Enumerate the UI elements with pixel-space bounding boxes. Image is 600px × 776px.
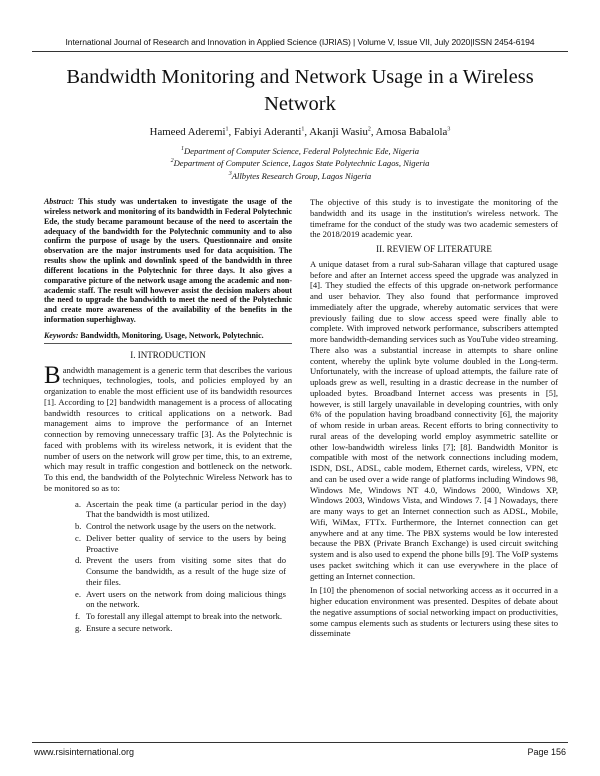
footer-rule <box>32 742 568 743</box>
abstract-text: This study was undertaken to investigate the usage of the wireless network and monitoring of its bandwidth in Federal Polytechnic Ede, the study became paramount because of the need to ascertain the adequacy of the bandwidth for the Polytechnic community and to also confirm the purpose of usage by the users. Questionnaire and onsite observation are the major instruments used for data acquisition. The results show the uplink and downlink speed of the bandwidth in three different locations in the Polytechnic for three days. It also gives a comparative picture of the network usage among the academic and non-academic staff. The result will however assist the decision makers about the need to upgrade the bandwidth to meet the need of the Polytechnic and create more awareness of the availability of the benefits in the information superhighway. <box>44 197 292 325</box>
author-sup: 2 <box>367 126 371 133</box>
keywords-text: Bandwidth, Monitoring, Usage, Network, Polytechnic. <box>78 330 264 340</box>
right-column <box>310 197 558 639</box>
affiliations <box>0 144 600 181</box>
author-name: Amosa Babalola <box>375 126 448 138</box>
header-rule <box>32 51 568 52</box>
keywords-label: Keywords: <box>44 330 79 340</box>
author-name: Akanji Wasiu <box>309 126 368 138</box>
list-item: c. Deliver better quality of service to the users by being Proactive <box>75 532 286 554</box>
author-name: Fabiyi Aderanti <box>233 126 302 138</box>
abstract <box>44 197 292 325</box>
author-sup: 1 <box>301 126 305 133</box>
list-item: a. Ascertain the peak time (a particular period in the day) That the bandwidth is most utilized. <box>75 498 286 520</box>
review-paragraph: A unique dataset from a rural sub-Saharan village that captured usage before and after an Internet access speed the upgrade was analyzed in [4]. They studied the effects of this upgrade on-network performance and user behavior. They also found that performance improved immediately after the upgrade, whereby automatic services that were previously failing due to slow access speed were finally able to complete. With improved network performance, subscribers attempted more bandwidth-demanding services such as YouTube video streaming. There also was a substantial increase in attempts to share online content, whereby the uplink byte volume doubled in the Long-term. Unfortunately, with the increase of upload attempts, the failure rate of uploads grew as well, resulting in a drastic decrease in the number of uploaded bytes. Broadband Internet access was presents in [5], however, is still largely unavailable in developing countries, with only 6% of the population having broadband connectivity [6], the majority of whom reside in urban areas. Recent efforts to bring connectivity to rural areas of the developing world employ asymmetric satellite or other low-bandwidth wireless links [7]; [8]. Bandwidth Monitor is compatible with most of the network connections including modem, ISDN, DSL, ADSL, cable modem, Ethernet cards, wireless, VPN, etc and can be used over a wide range of platforms including Windows 98, Windows Me, Windows NT 4.0, Windows 2000, Windows XP, Windows 2003, Windows Vista, and Windows 7. [4 ] Nowadays, there are many ways to get an Internet connection such as ADSL, Mobile, Wifi, WiMax, FTTx. Furthermore, the Internet connection can get anywhere and at any time. The PBX systems would be low interested because the PBX (Private Branch Exchange) is used circuit switching system and is also used to expend the phone bills [9]. The VoIP systems uses packet switching which it can use everywhere in the place of getting an Internet connection. <box>310 258 558 581</box>
keywords-rule <box>44 343 292 344</box>
list-item: d. Prevent the users from visiting some sites that do Consume the bandwidth, as a result of the huge size of their files. <box>75 555 286 587</box>
affiliation: $^1$Department of Computer Science, Federal Polytechnic Ede, Nigeria <box>180 145 420 156</box>
affiliation: $^2$Department of Computer Science, Lagos State Polytechnic Lagos, Nigeria <box>170 158 430 169</box>
author-sup: 1 <box>225 126 229 133</box>
list-item: g. Ensure a secure network. <box>75 622 173 633</box>
author-list: Hameed Aderemi$^1$, Fabiyi Aderanti$^1$, Akanji Wasiu$^2$, Amosa Babalola$^3$ <box>149 126 451 138</box>
author-sup: 3 <box>447 126 451 133</box>
affiliation: $^3$Allbytes Research Group, Lagos Nigeria <box>228 170 372 181</box>
author-name: Hameed Aderemi <box>149 126 226 138</box>
abstract-label: Abstract: <box>44 197 74 206</box>
journal-header: International Journal of Research and Innovation in Applied Science (IJRIAS) | Volume V, Issue VII, July 2020|ISSN 2454-6194 <box>65 37 535 47</box>
list-item: f. To forestall any illegal attempt to break into the network. <box>75 611 283 622</box>
section-heading-introduction: I. INTRODUCTION <box>130 349 206 360</box>
footer-website: www.rsisinternational.org <box>34 747 135 757</box>
objective-paragraph: The objective of this study is to investigate the monitoring of the bandwidth and its usage in the institution's wireless network. The timeframe for the conduct of the study was two academic semesters of the 2018/2019 academic year. <box>310 197 558 240</box>
paper-title: Bandwidth Monitoring and Network Usage in a Wireless Network <box>66 66 534 115</box>
left-column <box>44 197 292 635</box>
intro-paragraph: Bandwidth management is a generic term that describes the various techniques, technologies, tools, and policies employed by an organization to enable the most efficient use of its bandwidth resources [1]. According to [2] bandwidth management is a process of allocating bandwidth resources to critical applications on a network. Bad management aims to improve the performance of an Internet connection by removing unnecessary traffic [3]. As the Polytechnic is faced with problems with its wireless network, it is evident that the number of users on the network will grow per time, this, to an extreme, which may result in traffic congestion and bottleneck on the network. To this end, the bandwidth of the Polytechnic Wireless Network has to be monitored so as to: <box>44 361 292 493</box>
objectives-list <box>44 499 292 634</box>
review-paragraph: In [10] the phenomenon of social networking access as it occurred in a higher education environment was presented. Despites of debate about the negative assumptions of social networking impact on productivities, some campus elements such as students or lecturers using these sites to disseminate <box>310 585 558 639</box>
list-item: e. Avert users on the network from doing malicious things on the network. <box>75 588 286 610</box>
keywords <box>44 331 292 341</box>
section-heading-review: II. REVIEW OF LITERATURE <box>376 244 492 254</box>
footer-page-number: Page 156 <box>527 747 566 757</box>
list-item: b. Control the network usage by the users on the network. <box>75 521 276 532</box>
drop-cap: B <box>44 361 61 389</box>
